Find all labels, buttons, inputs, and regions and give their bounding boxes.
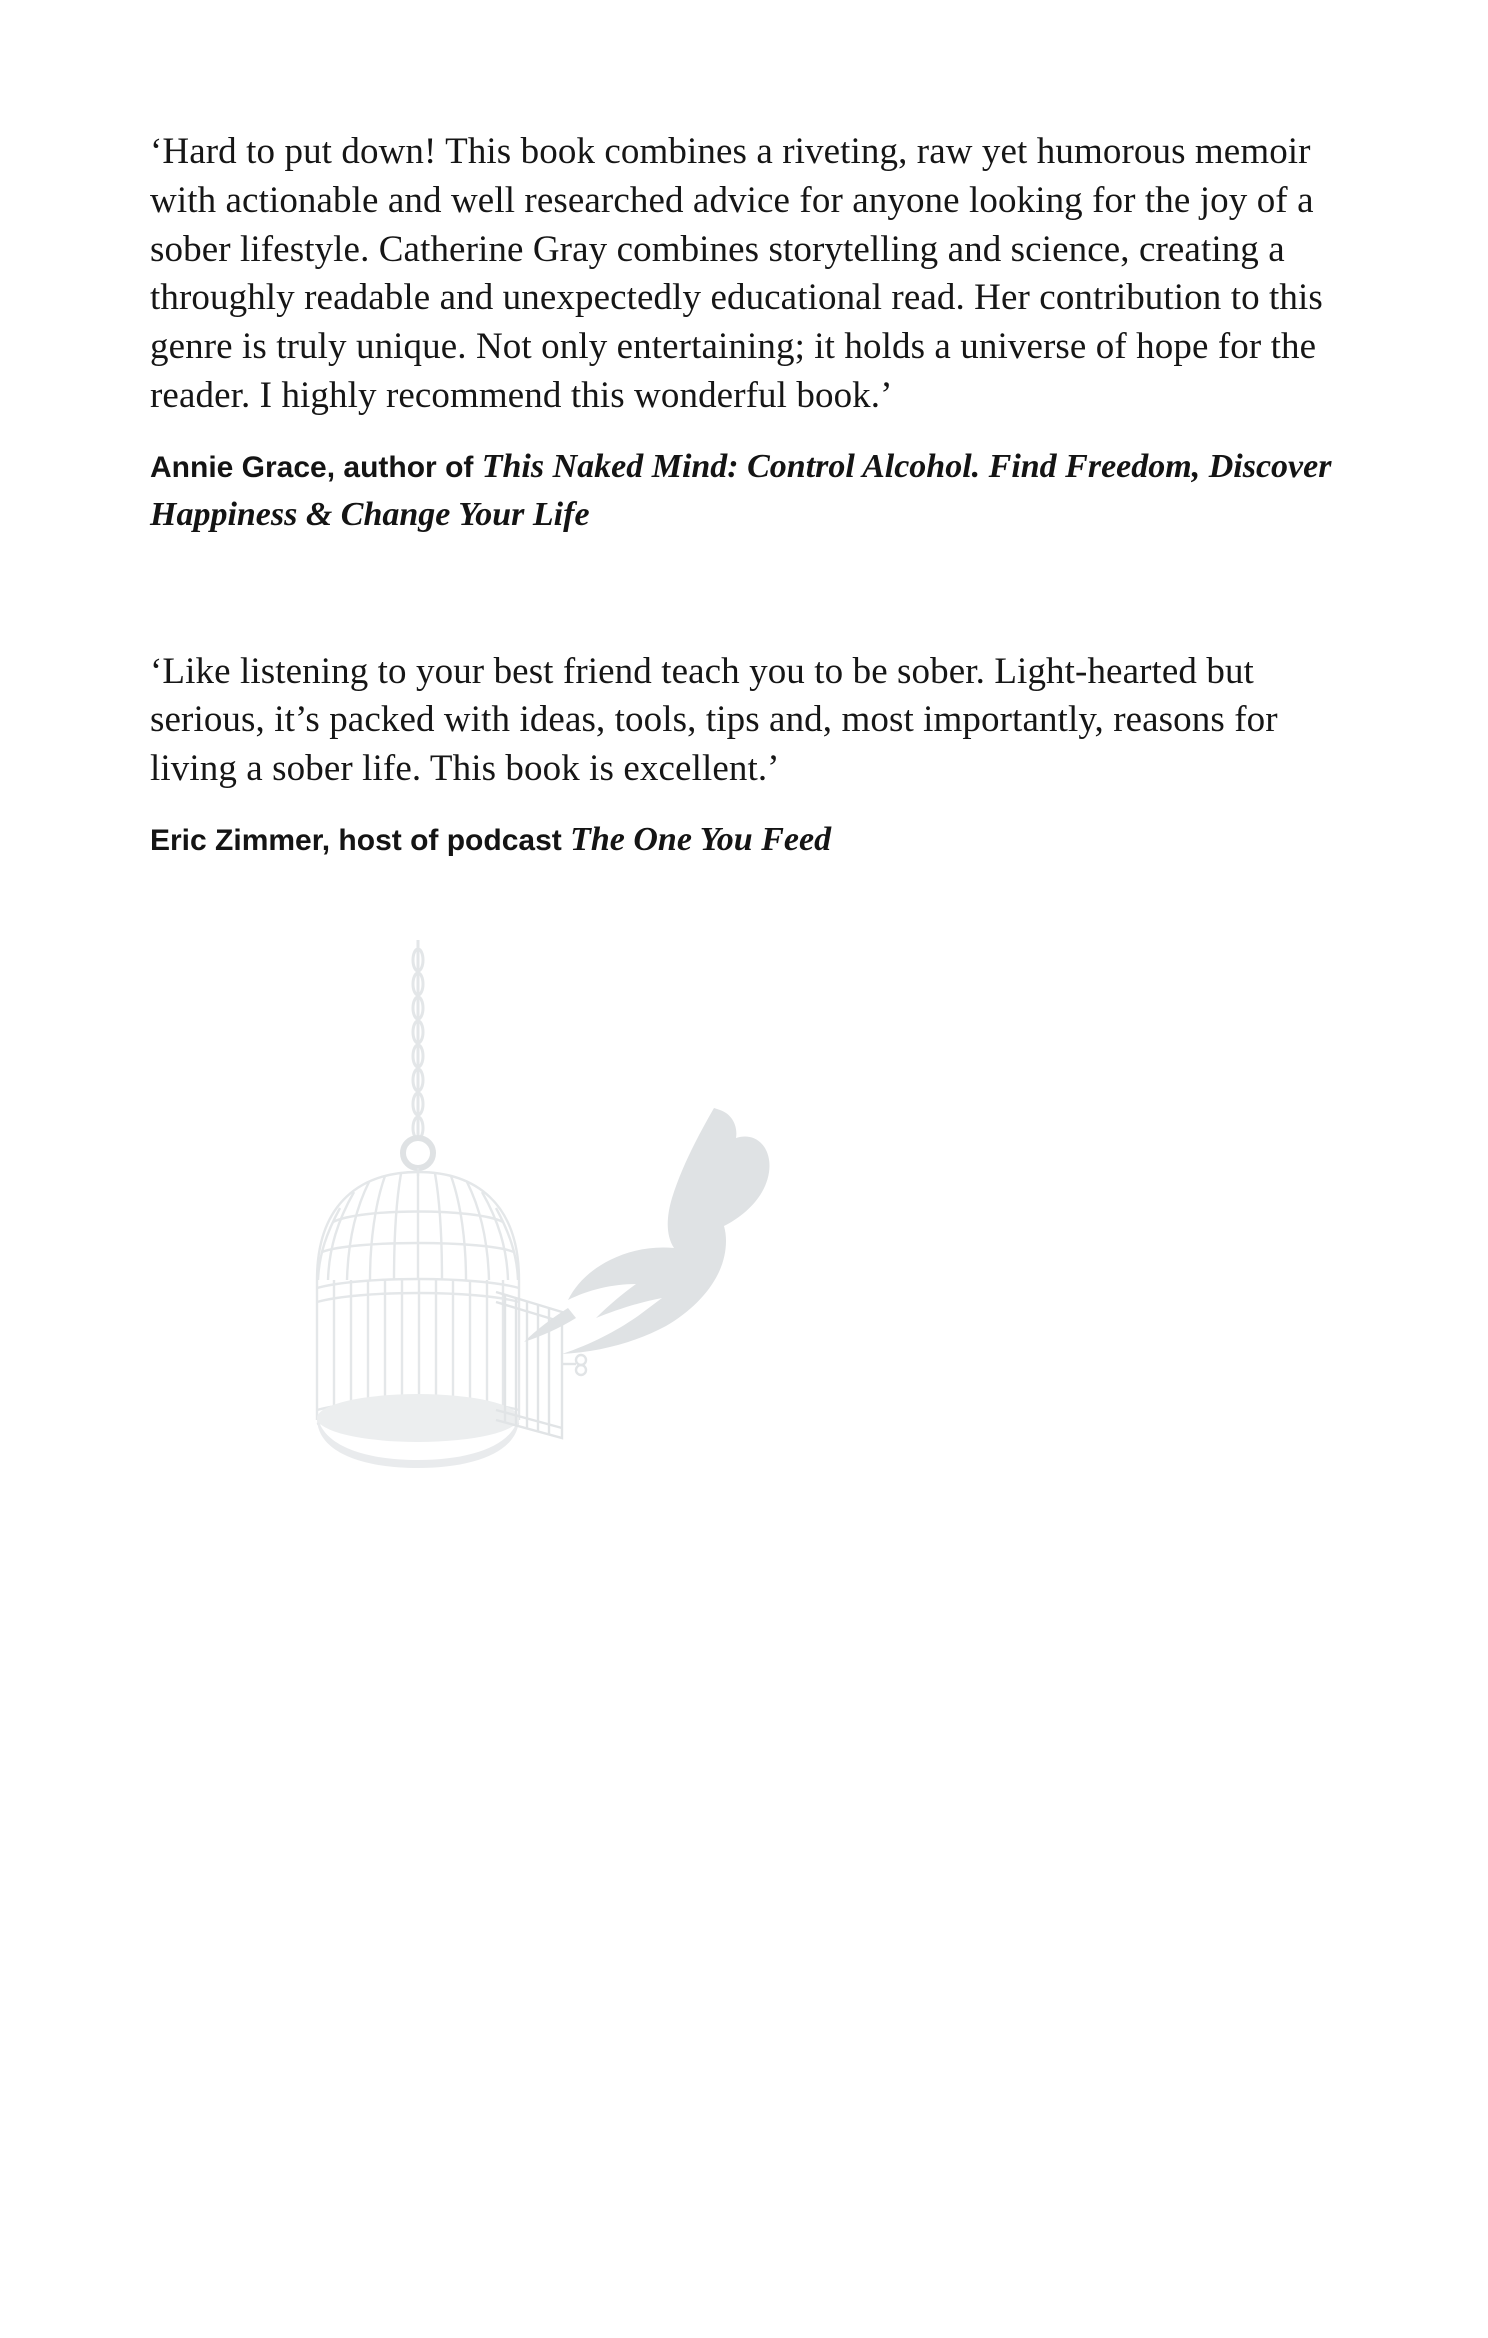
praise-attribution-2 [150,816,1340,864]
praise-attribution-2-work: The One You Feed [570,820,832,858]
flying-bird-icon [524,1108,769,1354]
praise-quote-1 [150,128,1340,421]
section-divider [150,540,1340,648]
cage-base-icon [317,1394,519,1468]
praise-quote-1-text: ‘Hard to put down! This book combines a riveting, raw yet humorous memoir with actionable and well researched advice for anyone looking for the joy of a sober lifestyle. Catherine Gray combines storytelling and science, creating a throughly readable and unexpectedly educational read. Her contribution to this genre is truly unique. Not only entertaining; it holds a universe of hope for the reader. I highly recommend this wonderful book.’ [150,131,1323,417]
praise-attribution-1-work: This Naked Mind: Control Alcohol. Find Freedom, Discover Happiness & Change Your Life [150,447,1332,534]
birdcage-icon [317,1168,519,1432]
praise-attribution-1-author: Annie Grace, author of [150,450,482,484]
cage-chain-icon [413,940,423,1139]
praise-section [150,128,1340,864]
cage-ring-icon [403,1138,433,1168]
praise-quote-2-text: ‘Like listening to your best friend teach you to be sober. Light-hearted but serious, it’s packed with ideas, tools, tips and, most importantly, reasons for living a sober life. This book is excellent.’ [150,650,1278,790]
birdcage-and-flying-bird-illustration [300,940,1040,1560]
praise-attribution-1 [150,443,1340,540]
praise-attribution-2-author: Eric Zimmer, host of podcast [150,823,571,857]
praise-quote-2 [150,648,1340,794]
